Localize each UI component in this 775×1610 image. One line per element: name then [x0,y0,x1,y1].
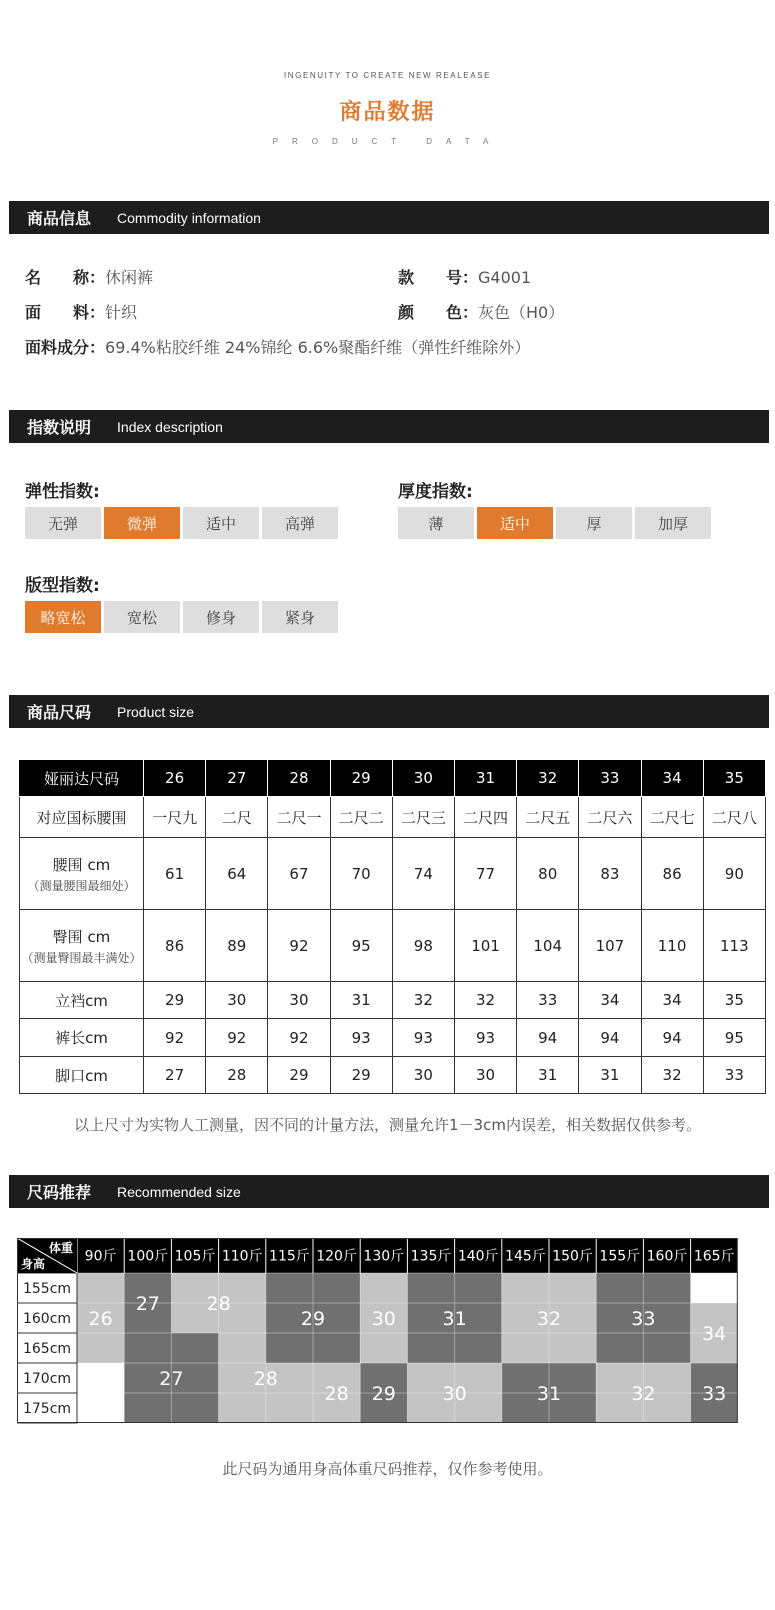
recommend-size-label: 31 [536,1383,562,1405]
elastic-option-chip: 无弹 [25,507,101,539]
table-cell: 86 [144,910,206,982]
recommend-size-label: 26 [88,1308,113,1330]
table-cell: 33 [517,982,579,1019]
fit-index-label: 版型指数: [25,576,100,596]
info-label: 名 称： [25,268,106,287]
height-label: 155cm [22,1281,72,1297]
recommend-size-label: 33 [631,1308,656,1330]
table-cell: 35 [703,982,765,1019]
corner-height-label: 身高 [21,1257,46,1271]
weight-header: 105斤 [174,1248,216,1265]
size-note: 以上尺寸为实物人工测量，因不同的计量方法，测量允许1－3cm内误差，相关数据仅供参考。 [74,1116,701,1134]
size-header-cell: 30 [392,760,454,797]
row-label-text: 臀围 cm [52,927,111,946]
weight-header: 155斤 [599,1248,641,1265]
info-label: 款 号： [398,268,479,287]
table-cell: 98 [392,910,454,982]
table-cell: 33 [703,1057,765,1094]
table-cell: 32 [392,982,454,1019]
fit-option-chip: 宽松 [104,601,180,633]
row-label [20,910,144,982]
size-header-cell: 32 [517,760,579,797]
info-value: 灰色（H0） [478,303,565,322]
recommend-size-label: 33 [702,1383,727,1405]
table-cell: 104 [517,910,579,982]
table-cell: 77 [454,838,516,910]
table-cell: 30 [206,982,268,1019]
table-cell: 二尺一 [268,797,330,838]
row-label-text: 裤长cm [55,1029,108,1047]
recommend-size-label: 34 [702,1323,727,1345]
table-cell: 94 [517,1019,579,1057]
fit-option-chip: 修身 [183,601,259,633]
row-label [20,838,144,910]
table-cell: 90 [703,838,765,910]
elastic-option-chip: 适中 [183,507,259,539]
table-cell: 113 [703,910,765,982]
section-bar-size [9,695,769,728]
table-cell: 30 [392,1057,454,1094]
table-cell: 32 [641,1057,703,1094]
height-label: 165cm [22,1341,72,1357]
recommend-size-label: 31 [442,1308,467,1330]
weight-header: 130斤 [363,1248,405,1265]
table-cell: 31 [579,1057,641,1094]
height-label: 160cm [22,1311,72,1327]
table-cell: 107 [579,910,641,982]
section-title-zh: 商品信息 [27,209,92,228]
table-row [20,910,766,982]
table-cell: 83 [579,838,641,910]
table-cell: 二尺五 [517,797,579,838]
height-label: 175cm [22,1401,72,1417]
fit-index-options [25,601,345,633]
row-label [20,1019,144,1057]
table-cell: 二尺 [206,797,268,838]
section-title-en: Product size [117,703,195,720]
weight-header: 140斤 [457,1248,499,1265]
recommend-size-label: 32 [631,1383,656,1405]
row-label [20,797,144,838]
table-cell: 32 [454,982,516,1019]
table-cell: 94 [641,1019,703,1057]
table-cell: 101 [454,910,516,982]
fit-option-chip: 紧身 [262,601,338,633]
size-table [19,759,766,1094]
size-header-cell: 31 [454,760,516,797]
table-cell: 74 [392,838,454,910]
table-cell: 92 [268,910,330,982]
section-title-zh: 商品尺码 [27,703,92,722]
table-cell: 二尺四 [454,797,516,838]
table-cell: 92 [144,1019,206,1057]
elastic-index-label: 弹性指数: [25,482,100,502]
weight-header: 90斤 [84,1248,117,1265]
table-cell: 93 [330,1019,392,1057]
table-cell: 64 [206,838,268,910]
table-cell: 86 [641,838,703,910]
table-cell: 28 [206,1057,268,1094]
table-cell: 61 [144,838,206,910]
subtitle: PRODUCT DATA [272,137,503,146]
table-cell: 92 [268,1019,330,1057]
row-label-text: 脚口cm [55,1066,108,1085]
elastic-option-chip: 微弹 [104,507,180,539]
table-cell: 94 [579,1019,641,1057]
info-value: 针织 [105,303,138,322]
row-label-note: （测量腰围最细处） [27,878,136,893]
section-title-en: Recommended size [117,1183,241,1200]
table-cell: 89 [206,910,268,982]
thickness-option-chip: 厚 [556,507,632,539]
recommend-size-label: 28 [324,1383,349,1405]
table-cell: 93 [454,1019,516,1057]
size-header-cell: 35 [703,760,765,797]
weight-header: 120斤 [316,1248,357,1265]
weight-header: 135斤 [410,1248,452,1265]
table-cell: 93 [392,1019,454,1057]
table-row [20,1057,766,1094]
recommend-size-label: 30 [442,1383,467,1405]
info-value: G4001 [478,268,532,287]
recommend-size-label: 29 [371,1383,396,1405]
section-bar-index [9,410,769,443]
thickness-index-options [398,507,718,539]
table-cell: 31 [330,982,392,1019]
size-header-cell: 26 [144,760,206,797]
recommend-size-label: 27 [135,1293,160,1315]
size-table-corner: 娅丽达尺码 [20,760,144,797]
table-cell: 95 [703,1019,765,1057]
table-cell: 29 [144,982,206,1019]
thickness-option-chip: 薄 [398,507,474,539]
weight-header: 110斤 [221,1248,263,1265]
row-label-note: （测量臀围最丰满处） [21,950,142,965]
table-cell: 30 [268,982,330,1019]
recommend-size-label: 30 [371,1308,396,1330]
table-row [20,838,766,910]
table-cell: 二尺二 [330,797,392,838]
size-header-cell: 34 [641,760,703,797]
size-header-cell: 33 [579,760,641,797]
table-cell: 80 [517,838,579,910]
info-label: 面料成分： [25,338,106,357]
size-header-cell: 29 [330,760,392,797]
section-title-en: Index description [117,418,223,435]
elastic-index-options [25,507,345,539]
recommend-size-label: 28 [253,1368,278,1390]
table-cell: 29 [330,1057,392,1094]
fit-option-chip: 略宽松 [25,601,101,633]
table-row [20,982,766,1019]
row-label-text: 腰围 cm [52,855,111,874]
thickness-index-label: 厚度指数: [398,482,473,502]
corner-weight-label: 体重 [48,1241,73,1255]
page-title: 商品数据 [339,100,436,125]
info-composition [25,335,530,358]
thickness-option-chip: 适中 [477,507,553,539]
weight-header: 165斤 [693,1248,735,1265]
recommend-size-label: 32 [536,1308,562,1330]
info-value: 休闲裤 [105,268,154,287]
elastic-option-chip: 高弹 [262,507,338,539]
tagline: INGENUITY TO CREATE NEW REALEASE [283,71,492,80]
table-cell: 95 [330,910,392,982]
table-row [20,797,766,838]
table-cell: 67 [268,838,330,910]
table-cell: 一尺九 [144,797,206,838]
weight-header: 160斤 [646,1248,688,1265]
table-row [20,1019,766,1057]
weight-header: 100斤 [127,1248,169,1265]
table-cell: 34 [641,982,703,1019]
size-header-cell: 27 [206,760,268,797]
table-cell: 二尺六 [579,797,641,838]
table-cell: 二尺八 [703,797,765,838]
row-label [20,982,144,1019]
weight-header: 150斤 [552,1248,593,1265]
table-cell: 27 [144,1057,206,1094]
table-cell: 二尺三 [392,797,454,838]
info-name [25,265,153,288]
table-cell: 29 [268,1057,330,1094]
table-cell: 二尺七 [641,797,703,838]
row-label [20,1057,144,1094]
table-cell: 70 [330,838,392,910]
recommend-note: 此尺码为通用身高体重尺码推荐，仅作参考使用。 [222,1460,553,1478]
table-cell: 31 [517,1057,579,1094]
size-header-cell: 28 [268,760,330,797]
recommend-table [17,1238,738,1426]
weight-header: 115斤 [269,1248,310,1265]
section-title-zh: 尺码推荐 [27,1183,92,1202]
row-label-text: 立裆cm [55,991,108,1010]
table-cell: 34 [579,982,641,1019]
info-model [398,265,531,288]
table-cell: 30 [454,1057,516,1094]
table-cell: 110 [641,910,703,982]
thickness-option-chip: 加厚 [635,507,711,539]
weight-header: 145斤 [505,1248,546,1265]
section-title-en: Commodity information [117,209,261,226]
height-label: 170cm [22,1371,72,1387]
recommend-size-label: 29 [300,1308,326,1330]
section-bar-recommend [9,1175,769,1208]
section-bar-info [9,201,769,234]
info-fabric [25,300,137,323]
info-value: 69.4%粘胶纤维 24%锦纶 6.6%聚酯纤维（弹性纤维除外） [105,338,531,357]
section-title-zh: 指数说明 [27,418,92,437]
info-color [398,300,564,323]
recommend-size-label: 28 [206,1293,231,1315]
info-label: 面 料： [25,303,106,322]
recommend-size-label: 27 [159,1368,184,1390]
info-label: 颜 色： [398,303,479,322]
table-cell: 92 [206,1019,268,1057]
row-label-text: 对应国标腰围 [36,808,127,827]
